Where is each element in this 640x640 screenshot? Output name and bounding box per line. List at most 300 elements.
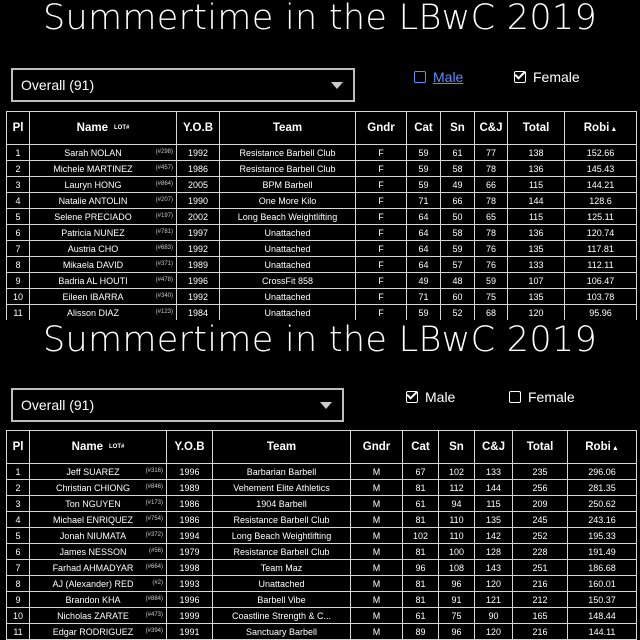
cell-pl: 11 <box>7 305 30 321</box>
cell-total: 235 <box>513 464 568 480</box>
cell-sn: 57 <box>441 257 475 273</box>
female-checkbox[interactable] <box>514 69 580 85</box>
cell-cat: 64 <box>407 241 441 257</box>
cell-robi: 296.06 <box>568 464 637 480</box>
col-header-pl[interactable]: Pl <box>7 112 30 145</box>
cell-name <box>30 305 177 321</box>
overall-dropdown[interactable] <box>11 68 355 102</box>
cell-team: CrossFit 858 <box>220 273 356 289</box>
athlete-name: Ton NGUYEN <box>65 498 121 509</box>
cell-cat: 89 <box>403 624 439 640</box>
cell-cat: 49 <box>407 273 441 289</box>
table-row[interactable] <box>7 592 637 608</box>
athlete-name: Eileen IBARRA <box>62 291 124 302</box>
cell-team: Long Beach Weightlifting <box>213 528 351 544</box>
dropdown-selected-value: Overall (91) <box>21 77 95 93</box>
col-header-yob[interactable]: Y.O.B <box>167 431 213 464</box>
athlete-name: Michael ENRIQUEZ <box>52 514 133 525</box>
cell-name <box>30 544 167 560</box>
cell-cat: 71 <box>407 289 441 305</box>
cell-team: Resistance Barbell Club <box>213 512 351 528</box>
cell-cat: 96 <box>403 560 439 576</box>
cell-gndr: M <box>351 576 403 592</box>
cell-total: 133 <box>508 257 565 273</box>
female-checkbox[interactable] <box>509 389 575 405</box>
col-header-cj[interactable]: C&J <box>475 112 508 145</box>
lot-number: (#473) <box>145 612 163 618</box>
cell-sn: 48 <box>441 273 475 289</box>
cell-team: Resistance Barbell Club <box>220 145 356 161</box>
col-header-robi[interactable]: Robi▲ <box>565 112 637 145</box>
table-row[interactable] <box>7 225 637 241</box>
page-title: Summertime in the LBwC 2019 <box>42 320 598 360</box>
cell-sn: 108 <box>439 560 475 576</box>
checkbox-checked-icon <box>406 391 418 403</box>
lot-number: (#123) <box>155 309 173 315</box>
cell-sn: 110 <box>439 528 475 544</box>
cell-pl: 11 <box>7 624 30 640</box>
athlete-name: Lauryn HONG <box>64 179 122 190</box>
cell-team: Resistance Barbell Club <box>220 161 356 177</box>
cell-robi: 150.37 <box>568 592 637 608</box>
cell-cj: 77 <box>475 145 508 161</box>
cell-sn: 100 <box>439 544 475 560</box>
cell-total: 256 <box>513 480 568 496</box>
cell-cj: 68 <box>475 305 508 321</box>
lot-number: (#884) <box>145 596 163 602</box>
cell-pl: 5 <box>7 528 30 544</box>
cell-yob: 1993 <box>167 576 213 592</box>
cell-sn: 96 <box>439 576 475 592</box>
cell-team: Team Maz <box>213 560 351 576</box>
lot-number: (#478) <box>155 277 173 283</box>
cell-sn: 94 <box>439 496 475 512</box>
cell-cat: 81 <box>403 512 439 528</box>
lot-number: (#754) <box>145 516 163 522</box>
cell-team: Unattached <box>213 576 351 592</box>
cell-name <box>30 496 167 512</box>
male-label: Male <box>425 389 456 405</box>
cell-total: 165 <box>513 608 568 624</box>
cell-sn: 52 <box>441 305 475 321</box>
cell-gndr: M <box>351 544 403 560</box>
cell-robi: 125.11 <box>565 209 637 225</box>
cell-total: 135 <box>508 289 565 305</box>
table-row[interactable] <box>7 624 637 640</box>
cell-sn: 59 <box>441 241 475 257</box>
cell-name <box>30 225 177 241</box>
cell-pl: 10 <box>7 608 30 624</box>
athlete-name: Austria CHO <box>67 243 119 254</box>
results-table <box>6 111 637 320</box>
cell-total: 245 <box>513 512 568 528</box>
sort-ascending-icon: ▲ <box>610 126 618 133</box>
lot-number: (#56) <box>148 548 163 554</box>
cell-yob: 1997 <box>177 225 220 241</box>
cell-name <box>30 161 177 177</box>
cell-cj: 120 <box>475 624 513 640</box>
lot-number: (#2) <box>152 580 163 586</box>
cell-pl: 2 <box>7 161 30 177</box>
cell-gndr: F <box>356 305 407 321</box>
cell-team: Vehement Elite Athletics <box>213 480 351 496</box>
cell-cat: 67 <box>403 464 439 480</box>
table-row[interactable] <box>7 177 637 193</box>
table-row[interactable] <box>7 560 637 576</box>
cell-cat: 81 <box>403 480 439 496</box>
col-header-cj[interactable]: C&J <box>475 431 513 464</box>
cell-gndr: M <box>351 592 403 608</box>
cell-robi: 152.66 <box>565 145 637 161</box>
cell-name <box>30 624 167 640</box>
cell-total: 228 <box>513 544 568 560</box>
cell-pl: 5 <box>7 209 30 225</box>
cell-cat: 59 <box>407 177 441 193</box>
cell-pl: 7 <box>7 241 30 257</box>
athlete-name: Sarah NOLAN <box>64 147 122 158</box>
cell-gndr: M <box>351 464 403 480</box>
table-row[interactable] <box>7 576 637 592</box>
results-panel-male <box>0 320 640 640</box>
lot-number: (#316) <box>145 468 163 474</box>
cell-cj: 59 <box>475 273 508 289</box>
cell-total: 251 <box>513 560 568 576</box>
cell-total: 216 <box>513 624 568 640</box>
checkbox-icon <box>509 391 521 403</box>
cell-cj: 78 <box>475 161 508 177</box>
cell-gndr: F <box>356 257 407 273</box>
cell-yob: 1989 <box>177 257 220 273</box>
cell-cat: 59 <box>407 145 441 161</box>
female-label: Female <box>533 69 580 85</box>
athlete-name: Farhad AHMADYAR <box>52 562 134 573</box>
cell-pl: 10 <box>7 289 30 305</box>
col-header-sn[interactable]: Sn <box>441 112 475 145</box>
male-label: Male <box>433 69 464 85</box>
athlete-name: Natalie ANTOLIN <box>58 195 128 206</box>
cell-team: Long Beach Weightlifting <box>220 209 356 225</box>
lot-number: (#781) <box>155 229 173 235</box>
cell-sn: 96 <box>439 624 475 640</box>
table-row[interactable] <box>7 161 637 177</box>
athlete-name: Badria AL HOUTI <box>58 275 128 286</box>
cell-yob: 1996 <box>167 592 213 608</box>
cell-sn: 102 <box>439 464 475 480</box>
lot-number: (#207) <box>155 197 173 203</box>
table-row[interactable] <box>7 528 637 544</box>
athlete-name: Edgar RODRIGUEZ <box>52 626 134 637</box>
cell-cj: 66 <box>475 177 508 193</box>
cell-total: 107 <box>508 273 565 289</box>
cell-robi: 144.11 <box>568 624 637 640</box>
cell-yob: 1979 <box>167 544 213 560</box>
checkbox-checked-icon <box>514 71 526 83</box>
cell-pl: 6 <box>7 544 30 560</box>
cell-cat: 59 <box>407 161 441 177</box>
cell-cat: 81 <box>403 544 439 560</box>
cell-sn: 66 <box>441 193 475 209</box>
cell-robi: 148.44 <box>568 608 637 624</box>
cell-cj: 115 <box>475 496 513 512</box>
cell-pl: 4 <box>7 193 30 209</box>
cell-sn: 58 <box>441 225 475 241</box>
col-header-name[interactable]: Name LOT# <box>30 431 167 464</box>
cell-pl: 1 <box>7 464 30 480</box>
cell-robi: 103.78 <box>565 289 637 305</box>
female-label: Female <box>528 389 575 405</box>
col-header-pl[interactable]: Pl <box>7 431 30 464</box>
cell-robi: 191.49 <box>568 544 637 560</box>
cell-cj: 143 <box>475 560 513 576</box>
cell-robi: 160.01 <box>568 576 637 592</box>
cell-pl: 3 <box>7 496 30 512</box>
cell-total: 115 <box>508 209 565 225</box>
athlete-name: Brandon KHA <box>65 594 121 605</box>
cell-team: Unattached <box>220 257 356 273</box>
cell-team: Unattached <box>220 305 356 321</box>
cell-sn: 91 <box>439 592 475 608</box>
col-header-team[interactable]: Team <box>220 112 356 145</box>
cell-robi: 281.35 <box>568 480 637 496</box>
cell-gndr: F <box>356 193 407 209</box>
cell-cj: 135 <box>475 512 513 528</box>
cell-sn: 110 <box>439 512 475 528</box>
cell-cat: 61 <box>403 608 439 624</box>
cell-gndr: F <box>356 145 407 161</box>
cell-total: 120 <box>508 305 565 321</box>
cell-cj: 142 <box>475 528 513 544</box>
col-header-cat[interactable]: Cat <box>403 431 439 464</box>
cell-pl: 4 <box>7 512 30 528</box>
cell-robi: 250.62 <box>568 496 637 512</box>
cell-gndr: M <box>351 496 403 512</box>
table-row[interactable] <box>7 480 637 496</box>
cell-team: One More Kilo <box>220 193 356 209</box>
table-row[interactable] <box>7 305 637 321</box>
cell-robi: 144.21 <box>565 177 637 193</box>
cell-name <box>30 193 177 209</box>
table-row[interactable] <box>7 257 637 273</box>
lot-number: (#298) <box>155 149 173 155</box>
cell-gndr: F <box>356 225 407 241</box>
cell-sn: 60 <box>441 289 475 305</box>
cell-yob: 1996 <box>167 464 213 480</box>
cell-sn: 50 <box>441 209 475 225</box>
athlete-name: Patricia NUNEZ <box>61 227 125 238</box>
cell-robi: 128.6 <box>565 193 637 209</box>
cell-cj: 90 <box>475 608 513 624</box>
cell-name <box>30 209 177 225</box>
cell-name <box>30 464 167 480</box>
cell-robi: 145.43 <box>565 161 637 177</box>
lot-number: (#683) <box>155 245 173 251</box>
lot-number: (#372) <box>145 532 163 538</box>
cell-team: Sanctuary Barbell <box>213 624 351 640</box>
col-header-yob[interactable]: Y.O.B <box>177 112 220 145</box>
cell-team: 1904 Barbell <box>213 496 351 512</box>
col-header-sn[interactable]: Sn <box>439 431 475 464</box>
table-row[interactable] <box>7 512 637 528</box>
lot-number: (#664) <box>145 564 163 570</box>
cell-pl: 9 <box>7 273 30 289</box>
cell-name <box>30 576 167 592</box>
cell-name <box>30 480 167 496</box>
cell-name <box>30 177 177 193</box>
cell-cat: 61 <box>403 496 439 512</box>
cell-team: Barbell Vibe <box>213 592 351 608</box>
cell-cat: 71 <box>407 193 441 209</box>
cell-gndr: F <box>356 273 407 289</box>
table-row[interactable] <box>7 241 637 257</box>
cell-robi: 186.68 <box>568 560 637 576</box>
cell-yob: 1990 <box>177 193 220 209</box>
cell-name <box>30 257 177 273</box>
cell-gndr: F <box>356 161 407 177</box>
cell-name <box>30 241 177 257</box>
cell-sn: 58 <box>441 161 475 177</box>
cell-cj: 65 <box>475 209 508 225</box>
cell-total: 144 <box>508 193 565 209</box>
col-header-cat[interactable]: Cat <box>407 112 441 145</box>
cell-cj: 78 <box>475 193 508 209</box>
cell-sn: 49 <box>441 177 475 193</box>
cell-cat: 59 <box>407 305 441 321</box>
cell-yob: 1986 <box>167 512 213 528</box>
col-header-team[interactable]: Team <box>213 431 351 464</box>
cell-cj: 133 <box>475 464 513 480</box>
cell-pl: 8 <box>7 576 30 592</box>
lot-number: (#371) <box>155 261 173 267</box>
cell-cj: 121 <box>475 592 513 608</box>
table-row[interactable] <box>7 608 637 624</box>
col-header-gndr[interactable]: Gndr <box>351 431 403 464</box>
athlete-name: Mikaela DAVID <box>62 259 124 270</box>
lot-number: (#197) <box>155 213 173 219</box>
cell-sn: 112 <box>439 480 475 496</box>
athlete-name: James NESSON <box>59 546 127 557</box>
cell-team: Coastline Strength & C... <box>213 608 351 624</box>
cell-yob: 1999 <box>167 608 213 624</box>
col-header-robi[interactable]: Robi▲ <box>568 431 637 464</box>
cell-team: Unattached <box>220 225 356 241</box>
cell-yob: 1992 <box>177 145 220 161</box>
cell-total: 209 <box>513 496 568 512</box>
cell-name <box>30 528 167 544</box>
cell-yob: 1992 <box>177 241 220 257</box>
table-row[interactable] <box>7 273 637 289</box>
cell-name <box>30 289 177 305</box>
cell-cj: 75 <box>475 289 508 305</box>
table-row[interactable] <box>7 289 637 305</box>
cell-pl: 7 <box>7 560 30 576</box>
cell-yob: 1986 <box>167 496 213 512</box>
cell-yob: 1989 <box>167 480 213 496</box>
col-header-gndr[interactable]: Gndr <box>356 112 407 145</box>
table-row[interactable] <box>7 193 637 209</box>
cell-total: 135 <box>508 241 565 257</box>
cell-yob: 2002 <box>177 209 220 225</box>
col-header-total[interactable]: Total <box>508 112 565 145</box>
cell-gndr: M <box>351 528 403 544</box>
cell-cat: 102 <box>403 528 439 544</box>
athlete-name: Christian CHIONG <box>55 482 130 493</box>
cell-name <box>30 560 167 576</box>
table-header-row <box>7 112 637 145</box>
sort-ascending-icon: ▲ <box>611 445 619 452</box>
cell-total: 136 <box>508 225 565 241</box>
cell-pl: 1 <box>7 145 30 161</box>
cell-name <box>30 592 167 608</box>
cell-team: BPM Barbell <box>220 177 356 193</box>
cell-pl: 2 <box>7 480 30 496</box>
table-row[interactable] <box>7 464 637 480</box>
col-header-name[interactable]: Name LOT# <box>30 112 177 145</box>
table-row[interactable] <box>7 544 637 560</box>
athlete-name: Jonah NIUMATA <box>59 530 127 541</box>
cell-yob: 2005 <box>177 177 220 193</box>
cell-cj: 120 <box>475 576 513 592</box>
athlete-name: Alisson DIAZ <box>66 307 119 318</box>
cell-team: Barbarian Barbell <box>213 464 351 480</box>
table-row[interactable] <box>7 209 637 225</box>
chevron-down-icon <box>331 82 343 89</box>
male-checkbox[interactable] <box>414 69 463 85</box>
cell-cat: 81 <box>403 576 439 592</box>
cell-yob: 1998 <box>167 560 213 576</box>
cell-total: 252 <box>513 528 568 544</box>
cell-cj: 144 <box>475 480 513 496</box>
cell-gndr: M <box>351 608 403 624</box>
cell-cat: 64 <box>407 209 441 225</box>
cell-cj: 128 <box>475 544 513 560</box>
cell-yob: 1992 <box>177 289 220 305</box>
cell-cj: 76 <box>475 257 508 273</box>
overall-dropdown[interactable] <box>11 388 344 422</box>
cell-robi: 106.47 <box>565 273 637 289</box>
cell-sn: 75 <box>439 608 475 624</box>
cell-robi: 95.96 <box>565 305 637 321</box>
lot-number: (#394) <box>145 628 163 634</box>
cell-pl: 6 <box>7 225 30 241</box>
cell-robi: 120.74 <box>565 225 637 241</box>
col-header-total[interactable]: Total <box>513 431 568 464</box>
cell-pl: 8 <box>7 257 30 273</box>
cell-yob: 1994 <box>167 528 213 544</box>
cell-cat: 64 <box>407 225 441 241</box>
cell-name <box>30 512 167 528</box>
cell-team: Unattached <box>220 241 356 257</box>
cell-yob: 1991 <box>167 624 213 640</box>
athlete-name: Michele MARTINEZ <box>53 163 133 174</box>
cell-yob: 1986 <box>177 161 220 177</box>
lot-number: (#846) <box>145 484 163 490</box>
cell-name <box>30 145 177 161</box>
cell-total: 216 <box>513 576 568 592</box>
table-row[interactable] <box>7 496 637 512</box>
cell-gndr: M <box>351 480 403 496</box>
checkbox-icon <box>414 71 426 83</box>
male-checkbox[interactable] <box>406 389 455 405</box>
chevron-down-icon <box>320 402 332 409</box>
cell-gndr: F <box>356 289 407 305</box>
cell-total: 136 <box>508 161 565 177</box>
cell-robi: 195.33 <box>568 528 637 544</box>
cell-team: Unattached <box>220 289 356 305</box>
cell-robi: 112.11 <box>565 257 637 273</box>
lot-number: (#864) <box>155 181 173 187</box>
cell-yob: 1984 <box>177 305 220 321</box>
table-row[interactable] <box>7 145 637 161</box>
